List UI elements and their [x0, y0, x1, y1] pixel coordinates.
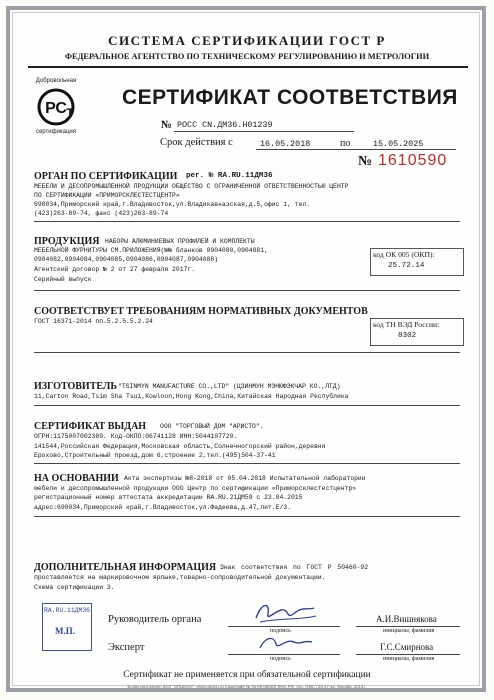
mp-stamp — [42, 603, 92, 651]
organ-line-2: ПО СЕРТИФИКАЦИИ «ПРИМОРСКЛЕСТЕСТЦЕНТР» — [34, 192, 180, 199]
manufacturer-rule — [34, 405, 460, 406]
tnved-label: код ТН ВЭД России: — [373, 320, 440, 329]
organ-line-3: 690034,Приморский край,г.Владивосток,ул.Владикавказская,д.5,офис 1, тел. — [34, 201, 311, 208]
validity-label: Срок действия с — [160, 137, 233, 148]
stamp-mp: М.П. — [55, 626, 75, 636]
organ-line-1: МЕБЕЛИ И ДЕСОПРОМЫШЛЕННОЙ ПРОДУКЦИИ ОБЩЕСТВО С ОГРАНИЧЕННОЙ ОТВЕТСТВЕННОСТЬЮ ЦЕНТР — [34, 183, 349, 190]
product-line-2: МЕБЕЛЬНОЙ ФУРНИТУРЫ СМ.ПРИЛОЖЕНИЯ(№№ бланков 0904080,0904081, — [34, 247, 268, 254]
conformity-label: СООТВЕТСТВУЕТ ТРЕБОВАНИЯМ НОРМАТИВНЫХ ДОКУМЕНТОВ — [34, 306, 368, 317]
additional-line-2: Схема сертификации 3. — [34, 584, 115, 591]
okp-box — [370, 248, 464, 276]
date-to: 15.05.2025 — [373, 139, 424, 149]
additional-line-1: проставляется на маркировочном ярлыке,товарно-сопроводительной документации. — [34, 574, 326, 581]
issued-org: ООО "ТОРГОВЫЙ ДОМ "АРИСТО". — [160, 423, 264, 430]
manufacturer-label: ИЗГОТОВИТЕЛЬ — [34, 381, 117, 392]
expert-sign-line — [228, 654, 340, 655]
rst-mark-icon — [30, 87, 82, 127]
basis-label: НА ОСНОВАНИИ — [34, 473, 119, 484]
manufacturer-line-2: 11,Carton Road,Tsim Sha Tsui,Kowloon,Hong Kong,China,Китайская Народная Республика — [34, 393, 349, 400]
product-line-5: Серийный выпуск — [34, 276, 92, 283]
stamp-top-text: RA.RU.11ДМ36 — [44, 607, 91, 614]
head-sign-line — [228, 626, 340, 627]
print-line: Бланк изготовлен ЗАО "ОПЦИОН", www.opcion.ru (лицензия № 05-05-09/003 ФНС РФ, тел. (495) 726-47-42, Москва, 2014 г. — [127, 684, 367, 689]
head-name: А.И.Вишнякова — [376, 614, 437, 624]
expert-sign-caption: подпись — [270, 656, 291, 662]
okp-label: код ОК 005 (ОКП): — [373, 250, 435, 259]
issued-rule — [34, 463, 460, 464]
serial-number: 1610590 — [378, 152, 448, 169]
date-po: по — [340, 138, 351, 149]
organ-line-4: (423)263-89-74, факс (423)263-89-74 — [34, 210, 169, 217]
head-signature-icon — [250, 598, 320, 626]
organ-rule — [34, 221, 460, 222]
cert-number-underline — [174, 131, 354, 132]
expert-name-caption: инициалы, фамилия — [383, 656, 435, 662]
manufacturer-line-1: "TSINMYN MANUFACTURE CO.,LTD" (ЦЗИНМУН МЭНЮФЭКЧАР КО.,ЛТД) — [118, 383, 341, 390]
conformity-line: ГОСТ 16371-2014 пп.5.2.5.5.2.24 — [34, 318, 153, 325]
product-line-3: 0904082,0904084,0904085,0904086,0904087,0904088) — [34, 256, 219, 263]
date-from: 16.05.2018 — [260, 139, 311, 149]
organ-reg: рег. № RA.RU.11ДМ36 — [186, 172, 273, 180]
cert-number: РОСС CN.ДМ36.Н01239 — [177, 120, 273, 130]
expert-name-line — [356, 654, 460, 655]
head-label: Руководитель органа — [108, 614, 202, 625]
issued-line-2: 141544,Российская Федерация,Московская область,Солнечногорский район,деревня — [34, 443, 326, 450]
additional-text-1: Знак соответствия по ГОСТ Р 50460-92 — [220, 564, 369, 571]
agency-title: ФЕДЕРАЛЬНОЕ АГЕНТСТВО ПО ТЕХНИЧЕСКОМУ РЕГУЛИРОВАНИЮ И МЕТРОЛОГИИ — [64, 52, 430, 61]
product-line-1: НАБОРЫ АЛЮМИНИЕВЫХ ПРОФИЛЕЙ И КОМПЛЕКТЫ — [105, 238, 255, 245]
logo-bottom-text: сертификация — [35, 129, 77, 135]
cert-no-label: № — [161, 119, 173, 131]
basis-line-1: Акта экспертизы №8-2018 от 05.04.2018 Испытательной лаборатории — [124, 475, 366, 482]
issued-line-3: Ерохово,Строительный проезд,дом 6,строение 2,тел.(495)504-37-41 — [34, 452, 276, 459]
additional-label: ДОПОЛНИТЕЛЬНАЯ ИНФОРМАЦИЯ — [34, 562, 217, 573]
expert-signature-icon — [256, 630, 316, 654]
logo-top-text: Добровольная — [35, 78, 77, 84]
tnved-box — [370, 318, 464, 346]
rst-logo — [30, 78, 82, 138]
product-rule — [34, 290, 460, 291]
serial-no-label: № — [358, 154, 373, 169]
product-label: ПРОДУКЦИЯ — [34, 236, 100, 247]
conformity-rule — [34, 352, 460, 353]
basis-rule — [34, 516, 460, 517]
validity-underline — [256, 149, 456, 150]
organ-label: ОРГАН ПО СЕРТИФИКАЦИИ — [34, 171, 178, 182]
okp-value: 25.72.14 — [388, 262, 425, 270]
certificate-title: СЕРТИФИКАТ СООТВЕТСТВИЯ — [122, 86, 458, 109]
head-sign-caption: подпись — [270, 628, 291, 634]
expert-name: Г.С.Смирнова — [380, 642, 434, 652]
basis-line-4: адрес:690034,Приморский край,г.Владивосток,ул.Фадеева,д.47,лит.Е/3. — [34, 504, 291, 511]
system-title: СИСТЕМА СЕРТИФИКАЦИИ ГОСТ Р — [108, 33, 386, 48]
head-name-caption: инициалы, фамилия — [383, 628, 435, 634]
issued-label: СЕРТИФИКАТ ВЫДАН — [34, 421, 147, 432]
basis-line-3: регистрационный номер аттестата аккредитации RA.RU.21ДМ59 с 23.04.2015 — [34, 494, 303, 501]
svg-text:РС: РС — [45, 100, 67, 117]
tnved-value: 8302 — [398, 332, 417, 340]
svg-text:Т: Т — [66, 106, 74, 120]
product-line-4: Агентский договор № 2 от 27 февраля 2017г. — [34, 266, 196, 273]
expert-label: Эксперт — [108, 642, 145, 653]
header-rule — [28, 66, 468, 68]
head-name-line — [356, 626, 460, 627]
footer-note: Сертификат не применяется при обязательной сертификации — [123, 670, 371, 680]
basis-line-2: мебели и десопромышленной продукции ООО Центр по сертификации «Приморсклестестцентр» — [34, 485, 357, 492]
issued-line-1: ОГРН:1175007002389. Код-ОКПО:06741128 ИНН:5044107720. — [34, 433, 238, 440]
